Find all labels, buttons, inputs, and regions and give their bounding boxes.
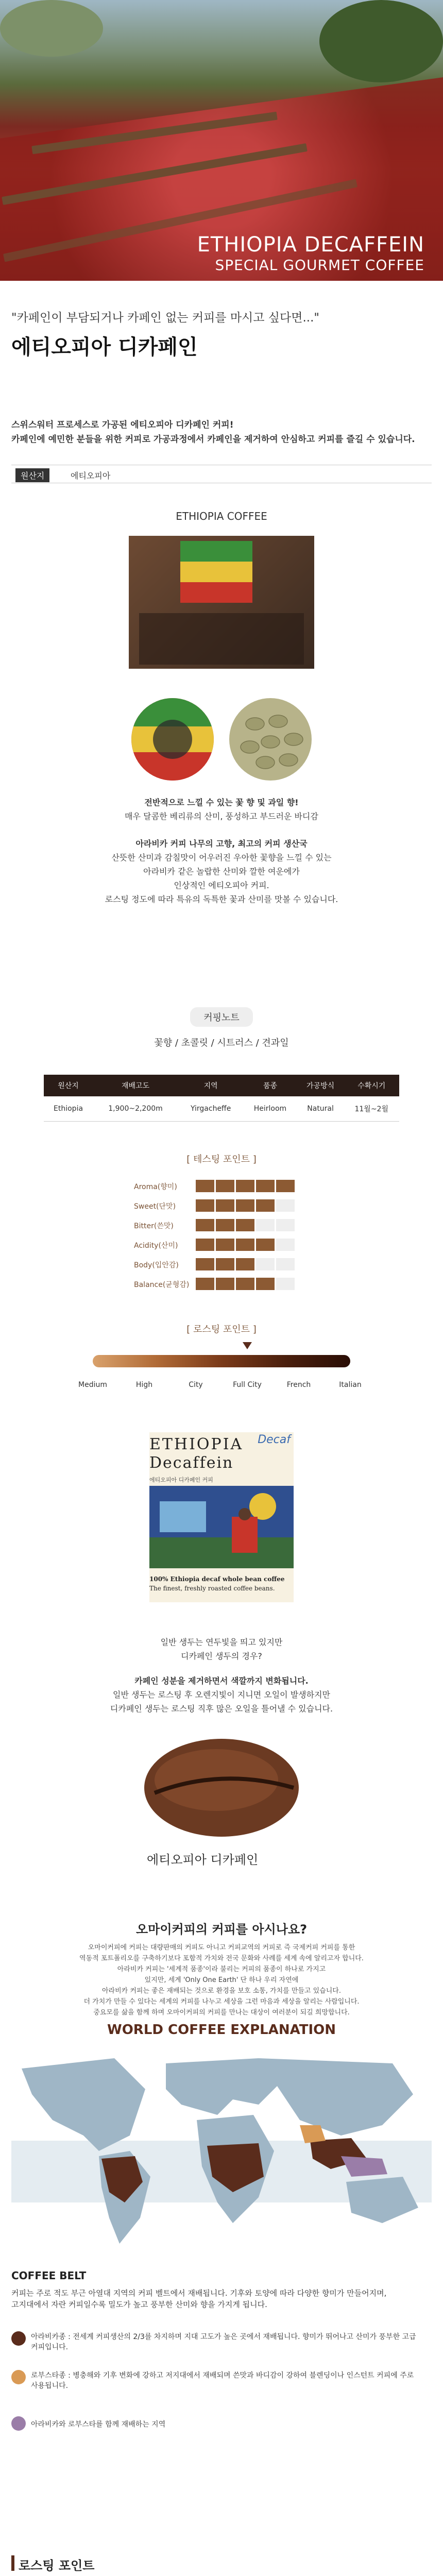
taste-pill: [ 테스팅 포인트 ]: [186, 1154, 257, 1165]
spec-header: 품종: [243, 1075, 297, 1096]
taste-cell: [196, 1239, 214, 1251]
taste-row: [134, 1239, 340, 1252]
taste-row: [134, 1219, 340, 1232]
ethiopia-flag: [180, 541, 252, 603]
hero-title: ETHIOPIA DECAFFEIN: [197, 233, 424, 257]
package-caption: 100% Ethiopia decaf whole bean coffee: [149, 1575, 285, 1583]
bean-desc: 디카페인 생두는 로스팅 직후 많은 오일을 틀어낼 수 있습니다.: [110, 1704, 333, 1714]
ethiopia-heading: ETHIOPIA COFFEE: [176, 510, 267, 522]
taste-level: [196, 1180, 296, 1194]
hill: [0, 0, 103, 57]
taste-cell: [216, 1199, 234, 1212]
package-brand-bottom: Decaffein: [149, 1454, 234, 1472]
ethiopia-desc: 매우 달콤한 베리류의 산미, 풍성하고 부드러운 바디감: [125, 811, 318, 821]
origin-row: [11, 465, 432, 483]
arabica-text: [0, 1942, 443, 2018]
ethiopia-desc-bold: 전반적으로 느낄 수 있는 꽃 향 및 과일 향!: [144, 798, 299, 807]
spec-cell: Yirgacheffe: [178, 1096, 243, 1122]
ethiopia-desc: 로스팅 정도에 따라 특유의 독특한 꽃과 산미를 맛볼 수 있습니다.: [105, 894, 338, 904]
taste-label: Balance(균형감): [134, 1281, 190, 1289]
taste-level: [196, 1239, 296, 1253]
package-illustration: [149, 1432, 294, 1602]
taste-label: Body(입안감): [134, 1261, 179, 1269]
taste-row: [134, 1278, 340, 1291]
product-title: 에티오피아 디카페인: [11, 335, 198, 359]
taste-cell: [236, 1199, 254, 1212]
taste-cell: [196, 1199, 214, 1212]
taste-cell: [196, 1278, 214, 1290]
arabica-line: 아라비카 커피는 좋은 재배되는 것으로 환경을 보호 소통, 가치를 만들고 있습니다.: [101, 1987, 341, 1995]
spec-header: 가공방식: [297, 1075, 344, 1096]
roasted-bean-icon: [124, 1731, 319, 1860]
taste-cell: [276, 1180, 295, 1192]
roast-pill-wrap: [0, 1319, 443, 1338]
taste-level: [196, 1219, 296, 1233]
package-sublabel: 에티오피아 디카페인 커피: [149, 1477, 213, 1483]
coffee-belt-title: COFFEE BELT: [11, 2269, 87, 2282]
taste-cell: [216, 1278, 234, 1290]
spec-cell: 11월~2월: [344, 1096, 399, 1122]
taste-cell: [256, 1239, 275, 1251]
roast-pill: [ 로스팅 포인트 ]: [186, 1324, 257, 1335]
taste-label: Bitter(쓴맛): [134, 1222, 174, 1230]
taste-pill-wrap: [0, 1149, 443, 1168]
bean-desc: 카페인 성분을 제거하면서 색깔까지 변화됩니다.: [134, 1676, 309, 1686]
ethiopia-desc: 아라비카 커피 나무의 고향, 최고의 커피 생산국: [135, 839, 308, 849]
taste-level: [196, 1258, 296, 1273]
package-brand-top: ETHIOPIA: [149, 1435, 244, 1453]
package-caption: The finest, freshly roasted coffee beans.: [149, 1585, 275, 1592]
roast-level-label: Medium: [78, 1381, 107, 1389]
coffee-belt-text: 고지대에서 자란 커피일수록 밀도가 높고 풍부한 산미와 향을 가지게 됩니다.: [11, 2300, 267, 2309]
cupping-notes: 꽃향 / 초콜릿 / 시트러스 / 견과일: [154, 1038, 289, 1048]
taste-row: [134, 1199, 340, 1213]
roast-marker-icon: [243, 1342, 252, 1349]
spec-cell: Heirloom: [243, 1096, 297, 1122]
taste-cell: [216, 1258, 234, 1270]
bean-label: 에티오피아 디카페인: [147, 1853, 259, 1867]
world-map: [11, 2048, 432, 2254]
taste-cell: [196, 1180, 214, 1192]
taste-cell: [276, 1258, 295, 1270]
roast-point-title: 로스팅 포인트: [19, 2558, 95, 2573]
taste-cell: [256, 1278, 275, 1290]
arabica-line: 아라비카 커피는 '세계적 품종'이라 불리는 커피의 품종이 하나로 가지고: [117, 1965, 326, 1973]
taste-label: Sweet(단맛): [134, 1202, 176, 1211]
taste-cell: [196, 1258, 214, 1270]
ethiopia-desc: 산뜻한 산미과 감칠맛이 어우러진 우아한 꽃향을 느낄 수 있는: [111, 853, 332, 862]
taste-level: [196, 1278, 296, 1292]
bean-desc: 일반 생두는 연두빛을 띄고 있지만: [160, 1637, 283, 1647]
section-marker: [11, 2555, 14, 2571]
taste-cell: [216, 1219, 234, 1231]
coffee-belt-text: 커피는 주로 적도 부근 아열대 지역의 커피 벨트에서 재배됩니다. 기후와 토양에 따라 다양한 향미가 만들어지며,: [11, 2289, 387, 2298]
bean-desc: 디카페인 생두의 경우?: [181, 1651, 262, 1661]
hero-banner: [0, 0, 443, 281]
ethiopia-desc: 인상적인 에티오피아 커피.: [174, 880, 269, 890]
taste-cell: [216, 1239, 234, 1251]
taste-cell: [276, 1219, 295, 1231]
taste-cell: [236, 1278, 254, 1290]
decaf-badge: Decaf: [258, 1433, 291, 1446]
taste-row: [134, 1258, 340, 1272]
intro-quote: "카페인이 부담되거나 카페인 없는 커피를 마시고 싶다면...": [11, 311, 319, 325]
green-beans-icon: [229, 698, 312, 781]
taste-cell: [236, 1180, 254, 1192]
spec-header: 원산지: [44, 1075, 93, 1096]
hero-subtitle: SPECIAL GOURMET COFFEE: [215, 257, 424, 274]
robusta-dot-icon: [11, 2370, 26, 2384]
arabica-line: 오마이커피에 커피는 대량판매의 커피도 아니고 커피교역의 커피로 즉 국제커피 커피를 통한: [88, 1944, 355, 1952]
ethiopia-desc: 아라비카 같은 놀랍한 산미와 깔한 여운에가: [143, 867, 300, 876]
taste-cell: [276, 1278, 295, 1290]
taste-cell: [276, 1199, 295, 1212]
spec-table: [44, 1075, 399, 1122]
arabica-dot-icon: [11, 2331, 26, 2346]
bean-desc: 일반 생두는 로스팅 후 오렌지빛이 지니면 오일이 발생하지만: [112, 1690, 330, 1700]
taste-level: [196, 1199, 296, 1214]
belt-item-text: 로부스타종 : 병충해와 기후 변화에 강하고 저지대에서 재배되며 쓴맛과 바디감이 강하여 블렌딩이나 인스턴트 커피에 주로 사용됩니다.: [31, 2371, 414, 2390]
taste-cell: [236, 1219, 254, 1231]
arabica-line: 있지만, 세계 'Only One Earth' 단 하나 우리 자연에: [144, 1976, 299, 1984]
tree-canopy: [319, 0, 443, 82]
spec-cell: Natural: [297, 1096, 344, 1122]
roast-level-label: Italian: [339, 1381, 362, 1389]
arabica-line: 더 가치가 만들 수 있다는 세계의 커피를 나누고 세상을 그런 마음과 세상을 알리는 사람입니다.: [83, 1998, 360, 2006]
mixed-dot-icon: [11, 2416, 26, 2431]
taste-cell: [256, 1180, 275, 1192]
taste-label: Aroma(향미): [134, 1183, 177, 1191]
world-title: WORLD COFFEE EXPLANATION: [107, 2022, 336, 2038]
package-artwork: [149, 1486, 294, 1568]
cupping-notes-pill-wrap: [0, 1007, 443, 1027]
taste-cell: [216, 1180, 234, 1192]
taste-label: Acidity(산미): [134, 1242, 178, 1250]
taste-cell: [256, 1258, 275, 1270]
taste-cell: [256, 1199, 275, 1212]
spec-header: 지역: [178, 1075, 243, 1096]
taste-cell: [276, 1239, 295, 1251]
table-row: [44, 1096, 399, 1122]
arabica-line: 중요모를 삶을 함께 하며 오마이커피의 커피를 만나는 대상이 여러분이 되길 희망합니다.: [93, 2009, 350, 2016]
belt-item-text: 아라비카종 : 전세계 커피생산의 2/3를 차지하며 지대 고도가 높은 곳에서 재배됩니다. 향미가 뛰어나고 산미가 풍부한 고급 커피입니다.: [31, 2333, 416, 2351]
taste-cell: [236, 1239, 254, 1251]
belt-item-text: 아라비카와 로부스타를 함께 재배하는 지역: [31, 2420, 166, 2429]
roast-level-label: City: [189, 1381, 203, 1389]
cupping-notes-pill: 커핑노트: [190, 1007, 253, 1027]
arabica-line: 역동적 포트폴리오를 구축하기보다 포함적 가치와 전국 문화와 사례를 세계 속에 알리고자 합니다.: [79, 1955, 364, 1962]
taste-cell: [236, 1258, 254, 1270]
taste-cell: [256, 1219, 275, 1231]
spec-cell: 1,900~2,200m: [93, 1096, 178, 1122]
arabica-title: 오마이커피의 커피를 아시나요?: [135, 1922, 308, 1937]
ethiopia-photo: [129, 536, 314, 669]
intro-line: 스위스워터 프로세스로 가공된 에티오피아 디카페인 커피!: [11, 420, 234, 430]
taste-cell: [196, 1219, 214, 1231]
roast-level-label: French: [286, 1381, 311, 1389]
roast-level-label: Full City: [233, 1381, 262, 1389]
spec-header: 재배고도: [93, 1075, 178, 1096]
intro-line: 카페인에 예민한 분들을 위한 커피로 가공과정에서 카페인을 제거하여 안심하고 커피를 즐길 수 있습니다.: [11, 434, 415, 445]
origin-label: 원산지: [15, 468, 49, 482]
roast-scale-bar: [93, 1355, 350, 1367]
lion-emblem-icon: [131, 698, 214, 781]
spec-cell: Ethiopia: [44, 1096, 93, 1122]
spec-header: 수확시기: [344, 1075, 399, 1096]
roast-level-label: High: [135, 1381, 153, 1389]
origin-value: 에티오피아: [71, 471, 111, 481]
table-area: [139, 613, 304, 665]
taste-row: [134, 1180, 340, 1193]
